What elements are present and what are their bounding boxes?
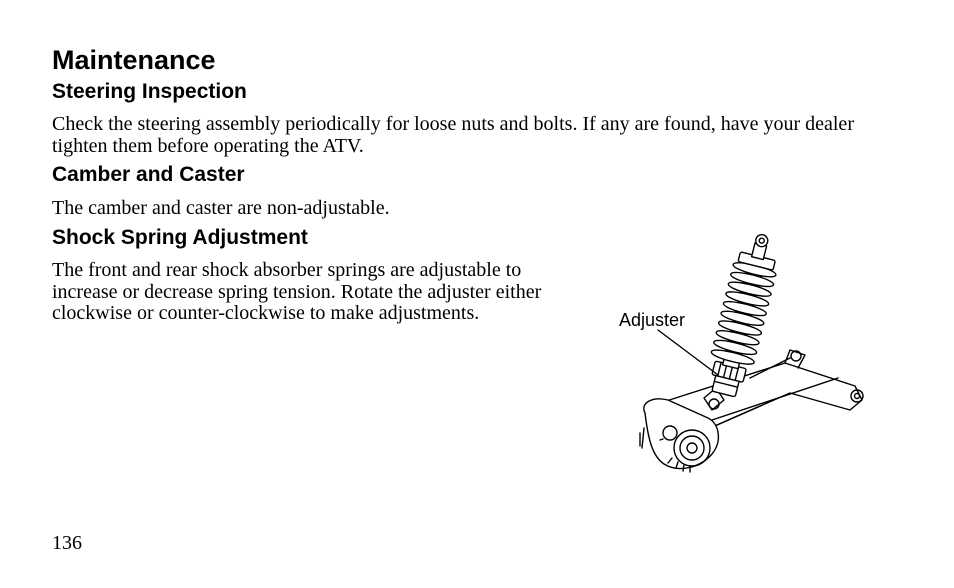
swing-arm: [640, 350, 863, 472]
shock-absorber-illustration: [600, 228, 880, 478]
steering-inspection-heading: Steering Inspection: [52, 80, 247, 103]
page-title: Maintenance: [52, 45, 216, 75]
camber-caster-text: The camber and caster are non-adjustable.: [52, 197, 390, 219]
page-number: 136: [52, 532, 82, 554]
adjuster-callout-label: Adjuster: [619, 310, 686, 330]
adjuster-leader-line: [658, 330, 718, 375]
steering-inspection-text: Check the steering assembly periodically for loose nuts and bolts. If any are found, have your dealer tighten them before operating the ATV.: [52, 113, 854, 157]
shock-spring-text: The front and rear shock absorber springs are adjustable to increase or decrease spring tension. Rotate the adjuster either clockwise or counter-clockwise to make adjustments.: [52, 259, 542, 324]
shock-spring-heading: Shock Spring Adjustment: [52, 226, 308, 249]
camber-caster-heading: Camber and Caster: [52, 163, 245, 186]
